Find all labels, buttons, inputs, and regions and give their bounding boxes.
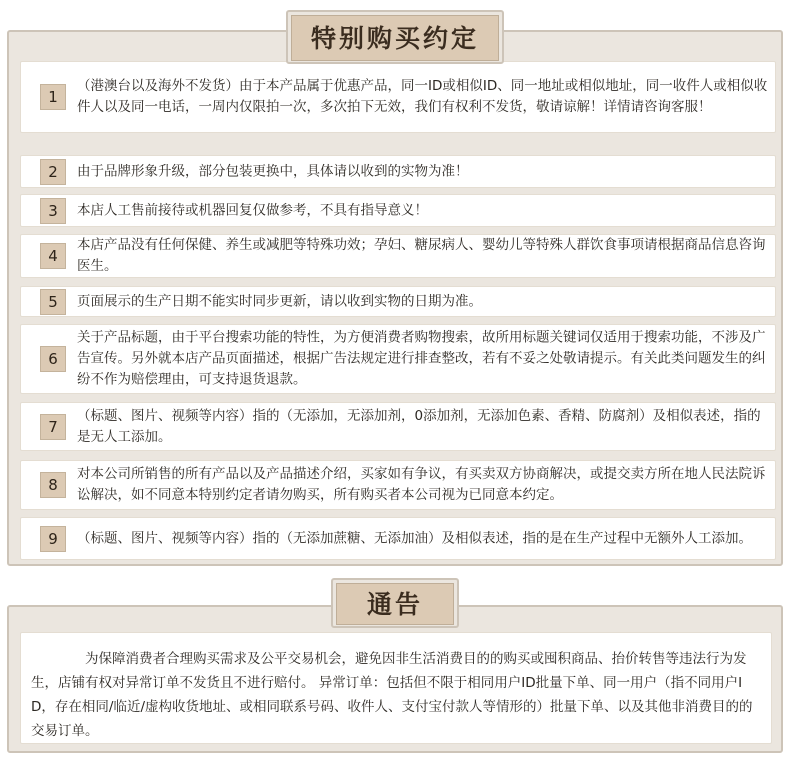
rule-row-2: [20, 155, 776, 188]
rule-text: 本店产品没有任何保健、养生或减肥等特殊功效；孕妇、糖尿病人、婴幼儿等特殊人群饮食事项请根据商品信息咨询医生。: [77, 237, 766, 274]
rule-number-badge: 4: [40, 243, 66, 269]
rule-text: 由于品牌形象升级，部分包装更换中，具体请以收到的实物为准！: [77, 163, 469, 179]
rule-row-5: [20, 286, 776, 317]
rules-title-tab: [286, 10, 504, 64]
rule-text: （标题、图片、视频等内容）指的（无添加，无添加剂，0添加剂，无添加色素、香精、防腐剂）及相似表述，指的是无人工添加。: [77, 407, 761, 445]
rules-panel: [7, 30, 783, 566]
notice-box: [20, 632, 772, 744]
rule-text: （标题、图片、视频等内容）指的（无添加蔗糖、无添加油）及相似表述，指的是在生产过程中无额外人工添加。: [77, 530, 752, 546]
rule-number-badge: 1: [40, 84, 66, 110]
notice-title-tab: [331, 578, 459, 628]
rule-text: 对本公司所销售的所有产品以及产品描述介绍，买家如有争议，有买卖双方协商解决，或提交卖方所在地人民法院诉讼解决，如不同意本特别约定者请勿购买，所有购买者本公司视为已同意本约定。: [77, 466, 766, 503]
rule-number-badge: 8: [40, 472, 66, 498]
rule-row-1: [20, 61, 776, 133]
rule-row-9: [20, 517, 776, 560]
rule-row-3: [20, 194, 776, 227]
notice-text: 为保障消费者合理购买需求及公平交易机会，避免因非生活消费目的的购买或囤积商品、抬价转售等违法行为发生，店铺有权对异常订单不发货且不进行赔付。 异常订单：包括但不限于相同用户ID批量下单、同一用户（指不同用户ID，存在相同/临近/虚构收货地址、或相同联系号码、收件人、支付宝付款人等情形的）批量下单、以及其他非消费目的的交易订单。: [31, 651, 753, 739]
rule-number-badge: 3: [40, 198, 66, 224]
rule-text: （港澳台以及海外不发货）由于本产品属于优惠产品，同一ID或相似ID、同一地址或相似地址，同一收件人或相似收件人以及同一电话，一周内仅限拍一次，多次拍下无效，我们有权利不发货，敬请谅解！详情请咨询客服！: [77, 78, 768, 115]
rule-number-badge: 2: [40, 159, 66, 185]
rule-text: 页面展示的生产日期不能实时同步更新，请以收到实物的日期为准。: [77, 293, 482, 309]
rule-row-7: [20, 402, 776, 451]
rule-row-8: [20, 460, 776, 510]
rule-number-badge: 6: [40, 346, 66, 372]
rule-row-4: [20, 234, 776, 278]
notice-title: 通告: [336, 583, 454, 625]
rules-title: 特别购买约定: [291, 15, 499, 61]
rule-number-badge: 5: [40, 289, 66, 315]
rule-text: 本店人工售前接待或机器回复仅做参考，不具有指导意义！: [77, 202, 428, 218]
rule-text: 关于产品标题，由于平台搜索功能的特性，为方便消费者购物搜索，故所用标题关键词仅适用于搜索功能，不涉及广告宣传。另外就本店产品页面描述，根据广告法规定进行排查整改，若有不妥之处敬请提示。有关此类问题发生的纠纷不作为赔偿理由，可支持退货退款。: [77, 329, 766, 388]
rule-number-badge: 7: [40, 414, 66, 440]
rule-row-6: [20, 324, 776, 394]
rule-number-badge: 9: [40, 526, 66, 552]
